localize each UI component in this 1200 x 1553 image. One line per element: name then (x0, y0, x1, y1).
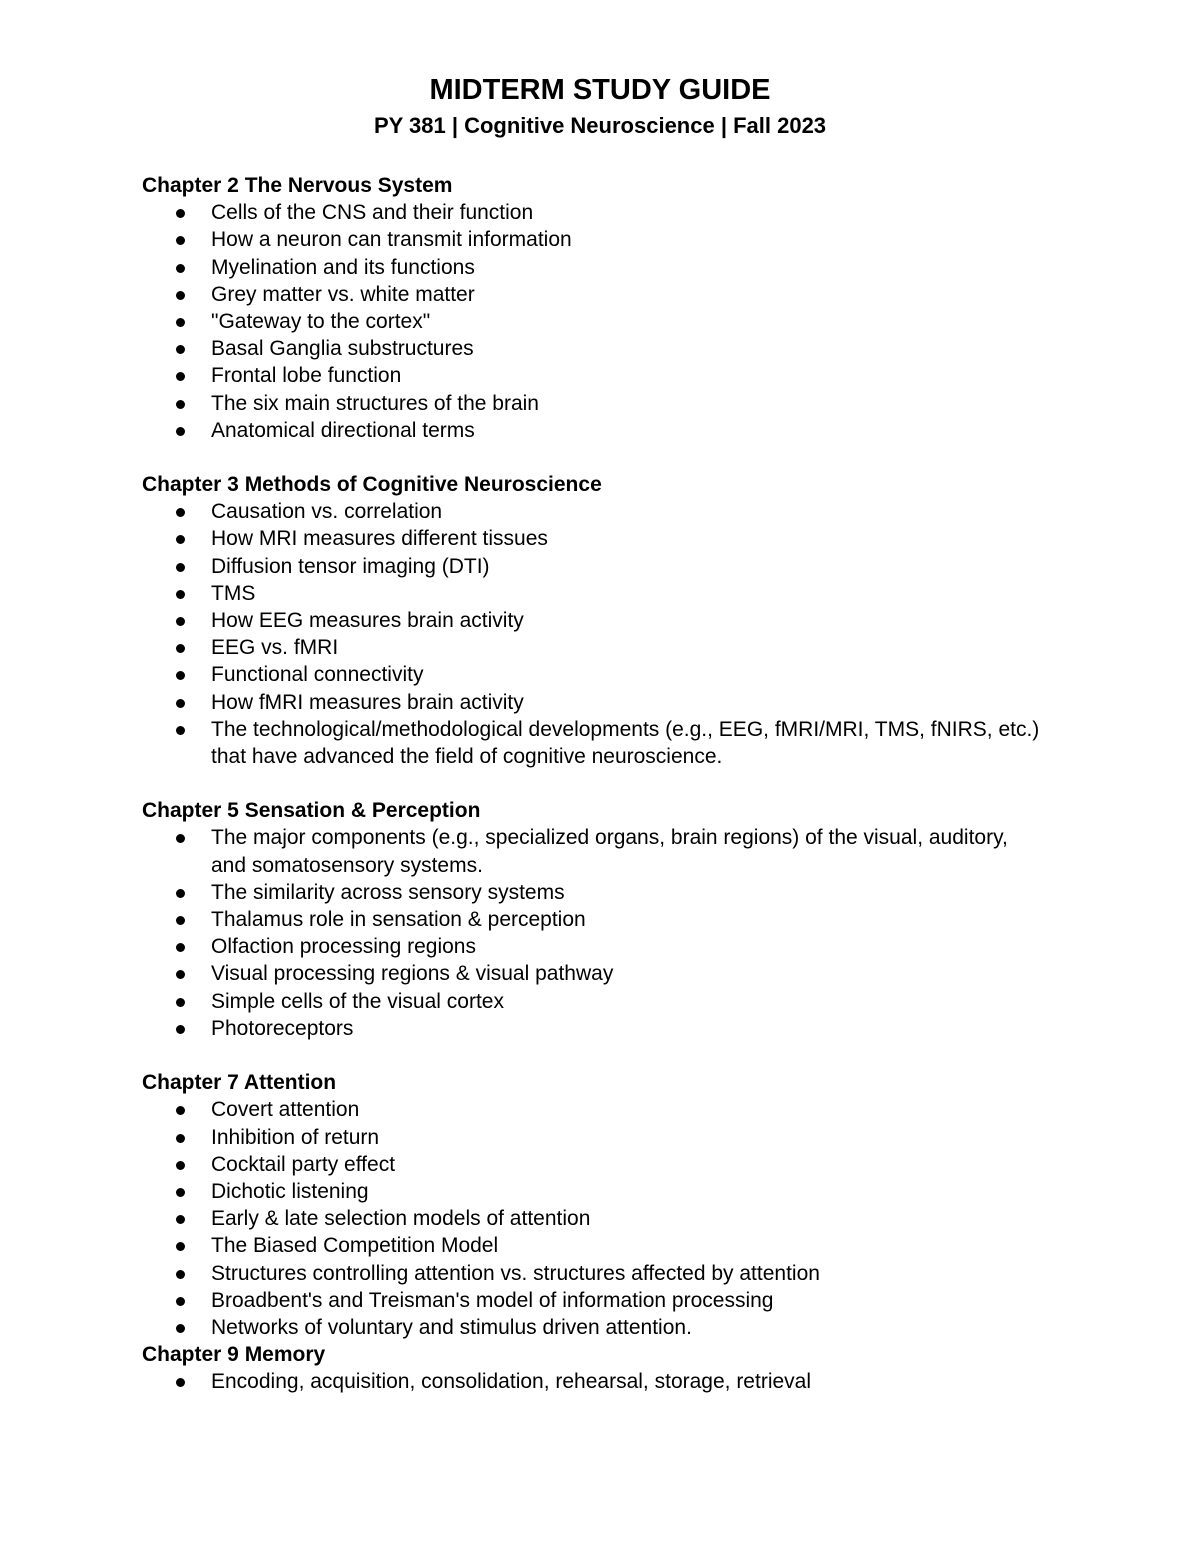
list-item-text: The technological/methodological developments (e.g., EEG, fMRI/MRI, TMS, fNIRS, etc.) that have advanced the field of cognitive neuroscience. (211, 717, 1040, 769)
bullet-icon (176, 1324, 185, 1333)
list-item (142, 226, 1042, 253)
study-guide-content (142, 172, 1042, 1396)
bullet-icon (176, 970, 185, 979)
topic-list (142, 199, 1042, 444)
list-item-text: Early & late selection models of attention (211, 1207, 591, 1231)
list-item-text: Structures controlling attention vs. structures affected by attention (211, 1261, 820, 1285)
list-item-text: Functional connectivity (211, 663, 424, 687)
list-item-text: EEG vs. fMRI (211, 636, 339, 660)
list-item-text: Networks of voluntary and stimulus driven attention. (211, 1315, 692, 1339)
list-item (142, 634, 1042, 661)
list-item-text: Anatomical directional terms (211, 418, 475, 442)
list-item (142, 1178, 1042, 1205)
bullet-icon (176, 318, 185, 327)
bullet-icon (176, 1106, 185, 1115)
bullet-icon (176, 943, 185, 952)
list-item-text: Thalamus role in sensation & perception (211, 908, 586, 932)
list-item-text: How fMRI measures brain activity (211, 690, 524, 714)
bullet-icon (176, 1270, 185, 1279)
list-item-text: Cocktail party effect (211, 1152, 396, 1176)
section-chapter-9 (142, 1341, 1042, 1395)
section-chapter-3 (142, 471, 1042, 770)
list-item-text: The six main structures of the brain (211, 391, 539, 415)
list-item-text: Myelination and its functions (211, 255, 475, 279)
list-item (142, 1260, 1042, 1287)
topic-list (142, 1096, 1042, 1341)
list-item-text: Encoding, acquisition, consolidation, rehearsal, storage, retrieval (211, 1370, 812, 1394)
bullet-icon (176, 535, 185, 544)
list-item (142, 824, 1042, 878)
page-title: MIDTERM STUDY GUIDE (429, 74, 771, 106)
page-subtitle: PY 381 | Cognitive Neuroscience | Fall 2023 (373, 113, 827, 138)
list-item (142, 988, 1042, 1015)
bullet-icon (176, 345, 185, 354)
list-item-text: The major components (e.g., specialized organs, brain regions) of the visual, auditory, and somatosensory systems. (211, 826, 1008, 877)
list-item (142, 1287, 1042, 1314)
list-item (142, 199, 1042, 226)
bullet-icon (176, 1025, 185, 1034)
list-item-text: Dichotic listening (211, 1179, 369, 1203)
list-item (142, 417, 1042, 444)
bullet-icon (176, 1161, 185, 1170)
list-item (142, 1124, 1042, 1151)
topic-list (142, 498, 1042, 770)
bullet-icon (176, 264, 185, 273)
bullet-icon (176, 372, 185, 381)
list-item (142, 1205, 1042, 1232)
bullet-icon (176, 644, 185, 653)
list-item-text: Visual processing regions & visual pathway (211, 962, 614, 986)
bullet-icon (176, 1134, 185, 1143)
list-item-text: Inhibition of return (211, 1125, 380, 1149)
bullet-icon (176, 889, 185, 898)
section-chapter-5 (142, 797, 1042, 1042)
list-item (142, 1232, 1042, 1259)
list-item-text: How EEG measures brain activity (211, 609, 524, 633)
bullet-icon (176, 1297, 185, 1306)
list-item (142, 960, 1042, 987)
bullet-icon (176, 916, 185, 925)
list-item (142, 362, 1042, 389)
bullet-icon (176, 726, 185, 735)
list-item (142, 525, 1042, 552)
list-item (142, 390, 1042, 417)
section-chapter-2 (142, 172, 1042, 444)
bullet-icon (176, 834, 185, 843)
list-item-text: Simple cells of the visual cortex (211, 989, 504, 1013)
list-item (142, 254, 1042, 281)
section-heading: Chapter 3 Methods of Cognitive Neuroscience (142, 473, 602, 497)
list-item (142, 1015, 1042, 1042)
list-item-text: Grey matter vs. white matter (211, 282, 475, 306)
bullet-icon (176, 291, 185, 300)
list-item-text: How MRI measures different tissues (211, 527, 548, 551)
list-item (142, 607, 1042, 634)
list-item-text: Covert attention (211, 1098, 360, 1122)
list-item-text: Photoreceptors (211, 1016, 354, 1040)
list-item-text: Basal Ganglia substructures (211, 337, 474, 361)
list-item-text: Causation vs. correlation (211, 500, 443, 524)
bullet-icon (176, 1378, 185, 1387)
list-item-text: How a neuron can transmit information (211, 228, 572, 252)
bullet-icon (176, 699, 185, 708)
bullet-icon (176, 998, 185, 1007)
list-item (142, 933, 1042, 960)
list-item (142, 498, 1042, 525)
list-item-text: Diffusion tensor imaging (DTI) (211, 554, 490, 578)
bullet-icon (176, 508, 185, 517)
list-item (142, 1314, 1042, 1341)
list-item (142, 689, 1042, 716)
list-item (142, 335, 1042, 362)
list-item (142, 661, 1042, 688)
bullet-icon (176, 236, 185, 245)
list-item-text: The Biased Competition Model (211, 1234, 499, 1258)
list-item (142, 308, 1042, 335)
bullet-icon (176, 1188, 185, 1197)
section-heading: Chapter 7 Attention (142, 1071, 337, 1095)
bullet-icon (176, 209, 185, 218)
list-item (142, 1368, 1042, 1395)
section-heading: Chapter 2 The Nervous System (142, 174, 453, 197)
list-item (142, 553, 1042, 580)
section-chapter-7 (142, 1069, 1042, 1341)
bullet-icon (176, 427, 185, 436)
bullet-icon (176, 671, 185, 680)
list-item (142, 1151, 1042, 1178)
bullet-icon (176, 617, 185, 626)
topic-list (142, 1368, 1042, 1395)
list-item (142, 580, 1042, 607)
bullet-icon (176, 400, 185, 409)
section-heading: Chapter 5 Sensation & Perception (142, 799, 481, 823)
list-item-text: Olfaction processing regions (211, 935, 476, 959)
list-item-text: TMS (211, 581, 256, 605)
list-item-text: "Gateway to the cortex" (211, 310, 431, 334)
list-item (142, 1096, 1042, 1123)
list-item (142, 879, 1042, 906)
list-item (142, 906, 1042, 933)
list-item-text: The similarity across sensory systems (211, 880, 565, 904)
list-item-text: Broadbent's and Treisman's model of information processing (211, 1288, 774, 1312)
list-item-text: Frontal lobe function (211, 364, 402, 388)
bullet-icon (176, 563, 185, 572)
list-item-text: Cells of the CNS and their function (211, 201, 534, 225)
bullet-icon (176, 1242, 185, 1251)
list-item (142, 716, 1042, 770)
bullet-icon (176, 1215, 185, 1224)
topic-list (142, 824, 1042, 1042)
bullet-icon (176, 590, 185, 599)
section-heading: Chapter 9 Memory (142, 1343, 326, 1367)
list-item (142, 281, 1042, 308)
